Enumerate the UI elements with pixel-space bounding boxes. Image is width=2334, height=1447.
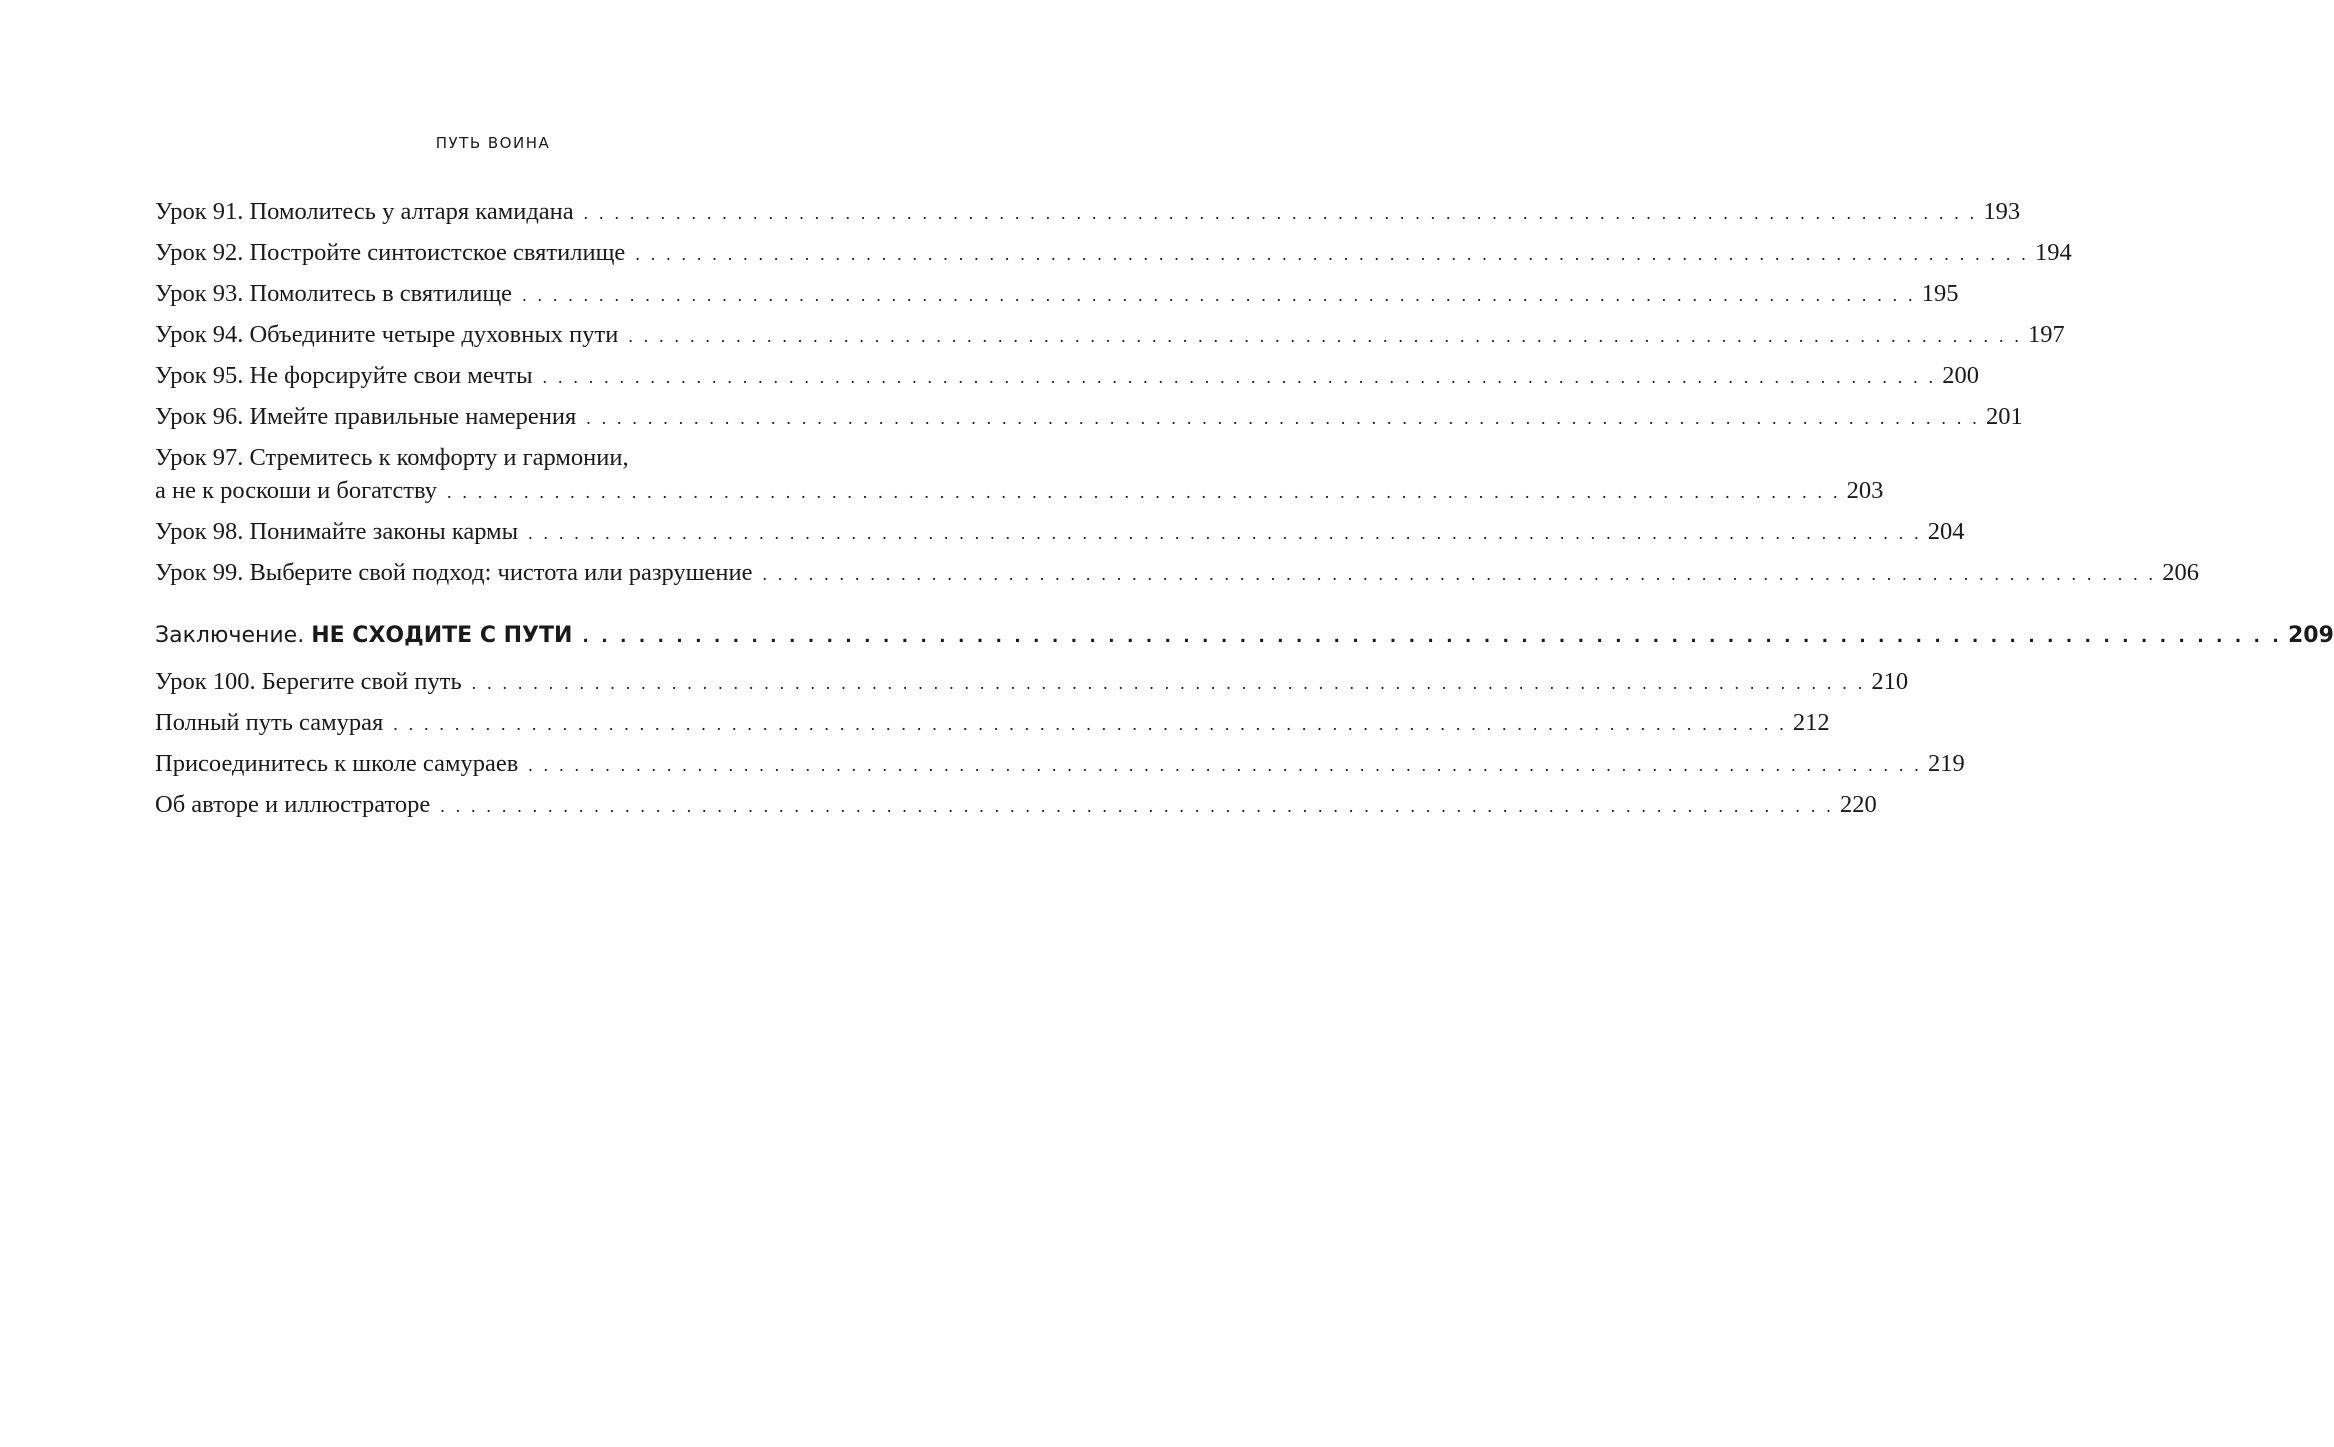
dot-leader: . . . . . . . . . . . . . . . . . . . . . . . . . . . . . . . . . . . . . . . . . . . . . . . . . . . . . . . . . . . . . . . . . . . . . . . . . . . . . . . . . . . . . . . . . . . xyxy=(635,244,2030,264)
toc-entry-title: Полный путь самурая xyxy=(155,709,384,736)
toc-entry-page: 201 xyxy=(1985,403,2023,430)
toc-entry[interactable] xyxy=(155,707,1830,748)
section-gap xyxy=(155,598,879,620)
toc-entry-page: 195 xyxy=(1921,280,1959,307)
toc-entry[interactable] xyxy=(155,748,1965,789)
toc-entry-page: 210 xyxy=(1871,668,1909,695)
toc-entry-title: Урок 96. Имейте правильные намерения xyxy=(155,403,577,430)
toc-entry[interactable] xyxy=(155,237,2072,278)
dot-leader: . . . . . . . . . . . . . . . . . . . . . . . . . . . . . . . . . . . . . . . . . . . . . . . . . . . . . . . . . . . . . . . . . . . . . . . . . . . . . . . . . . . . . . . . . . . xyxy=(582,627,2282,647)
toc-entry-title: Урок 99. Выберите свой подход: чистота или разрушение xyxy=(155,559,753,586)
toc-entry-title: Присоединитесь к школе самураев xyxy=(155,750,519,777)
toc-entry[interactable] xyxy=(155,401,2023,442)
toc-entry-page: 200 xyxy=(1942,362,1979,389)
toc-entry[interactable] xyxy=(155,442,1884,516)
chapter-label: Заключение. xyxy=(155,623,305,648)
toc-entry-page: 219 xyxy=(1927,750,1965,777)
dot-leader: . . . . . . . . . . . . . . . . . . . . . . . . . . . . . . . . . . . . . . . . . . . . . . . . . . . . . . . . . . . . . . . . . . . . . . . . . . . . . . . . . . . . . . . . . . . xyxy=(628,326,2023,346)
chapter-name: НЕ СХОДИТЕ С ПУТИ xyxy=(311,623,573,648)
toc-entry-title-line2: а не к роскоши и богатству xyxy=(155,477,437,504)
toc-entry[interactable] xyxy=(155,319,2065,360)
dot-leader: . . . . . . . . . . . . . . . . . . . . . . . . . . . . . . . . . . . . . . . . . . . . . . . . . . . . . . . . . . . . . . . . . . . . . . . . . . . . . . . . . . . . . . . . . . . xyxy=(471,673,1866,693)
toc-entry-title: Урок 100. Берегите свой путь xyxy=(155,668,462,695)
toc-chapter-page: 209 xyxy=(2287,623,2334,648)
toc-entry-page: 206 xyxy=(2162,559,2199,586)
toc-entry[interactable] xyxy=(155,789,1877,830)
toc-entry[interactable] xyxy=(155,196,2021,237)
dot-leader: . . . . . . . . . . . . . . . . . . . . . . . . . . . . . . . . . . . . . . . . . . . . . . . . . . . . . . . . . . . . . . . . . . . . . . . . . . . . . . . . . . . . . . . . . . . xyxy=(762,564,2157,584)
toc-entry[interactable] xyxy=(155,360,1979,401)
dot-leader: . . . . . . . . . . . . . . . . . . . . . . . . . . . . . . . . . . . . . . . . . . . . . . . . . . . . . . . . . . . . . . . . . . . . . . . . . . . . . . . . . . . . . . . . . . . xyxy=(586,408,1980,428)
dot-leader: . . . . . . . . . . . . . . . . . . . . . . . . . . . . . . . . . . . . . . . . . . . . . . . . . . . . . . . . . . . . . . . . . . . . . . . . . . . . . . . . . . . . . . . . . . . xyxy=(542,367,1937,387)
dot-leader: . . . . . . . . . . . . . . . . . . . . . . . . . . . . . . . . . . . . . . . . . . . . . . . . . . . . . . . . . . . . . . . . . . . . . . . . . . . . . . . . . . . . . . . . . . . xyxy=(528,755,1922,775)
toc-entry-title: Урок 92. Постройте синтоистское святилище xyxy=(155,239,626,266)
toc-entry[interactable] xyxy=(155,666,1909,707)
dot-leader: . . . . . . . . . . . . . . . . . . . . . . . . . . . . . . . . . . . . . . . . . . . . . . . . . . . . . . . . . . . . . . . . . . . . . . . . . . . . . . . . . . . . . . . . . . . xyxy=(440,796,1834,816)
dot-leader: . . . . . . . . . . . . . . . . . . . . . . . . . . . . . . . . . . . . . . . . . . . . . . . . . . . . . . . . . . . . . . . . . . . . . . . . . . . . . . . . . . . . . . . . . . . xyxy=(522,285,1916,305)
toc-entry[interactable] xyxy=(155,278,1959,319)
toc-entry-page: 220 xyxy=(1839,791,1877,818)
toc-entry-title: Урок 91. Помолитесь у алтаря камидана xyxy=(155,198,574,225)
toc-entry-page: 194 xyxy=(2035,239,2072,266)
dot-leader: . . . . . . . . . . . . . . . . . . . . . . . . . . . . . . . . . . . . . . . . . . . . . . . . . . . . . . . . . . . . . . . . . . . . . . . . . . . . . . . . . . . . . . . . . . . xyxy=(528,523,1922,543)
toc-entry-title: Урок 94. Объедините четыре духовных пути xyxy=(155,321,619,348)
toc-entry-title: Урок 98. Понимайте законы кармы xyxy=(155,518,519,545)
toc-entry-page: 212 xyxy=(1792,709,1830,736)
toc-entry-title: Об авторе и иллюстраторе xyxy=(155,791,431,818)
toc-entry-title: Урок 95. Не форсируйте свои мечты xyxy=(155,362,533,389)
toc-entry-page: 197 xyxy=(2028,321,2065,348)
toc-entry[interactable] xyxy=(155,516,1965,557)
dot-leader: . . . . . . . . . . . . . . . . . . . . . . . . . . . . . . . . . . . . . . . . . . . . . . . . . . . . . . . . . . . . . . . . . . . . . . . . . . . . . . . . . . . . . . . . . . . xyxy=(446,482,1841,502)
toc-entry[interactable] xyxy=(155,557,2199,598)
dot-leader: . . . . . . . . . . . . . . . . . . . . . . . . . . . . . . . . . . . . . . . . . . . . . . . . . . . . . . . . . . . . . . . . . . . . . . . . . . . . . . . . . . . . . . . . . . . xyxy=(583,203,1978,223)
toc-chapter-title xyxy=(155,620,572,651)
running-head: ПУТЬ ВОИНА xyxy=(435,134,551,152)
toc-entry-page: 193 xyxy=(1983,198,2021,225)
toc-entry-page: 204 xyxy=(1927,518,1965,545)
toc-entry-title-line1: Урок 97. Стремитесь к комфорту и гармонии, xyxy=(155,444,629,471)
toc-entry-page: 203 xyxy=(1846,477,1884,504)
table-of-contents xyxy=(155,196,2334,830)
dot-leader: . . . . . . . . . . . . . . . . . . . . . . . . . . . . . . . . . . . . . . . . . . . . . . . . . . . . . . . . . . . . . . . . . . . . . . . . . . . . . . . . . . . . . . . . . . . xyxy=(393,714,1787,734)
toc-entry-title: Урок 93. Помолитесь в святилище xyxy=(155,280,513,307)
toc-chapter-entry[interactable] xyxy=(155,620,2334,666)
